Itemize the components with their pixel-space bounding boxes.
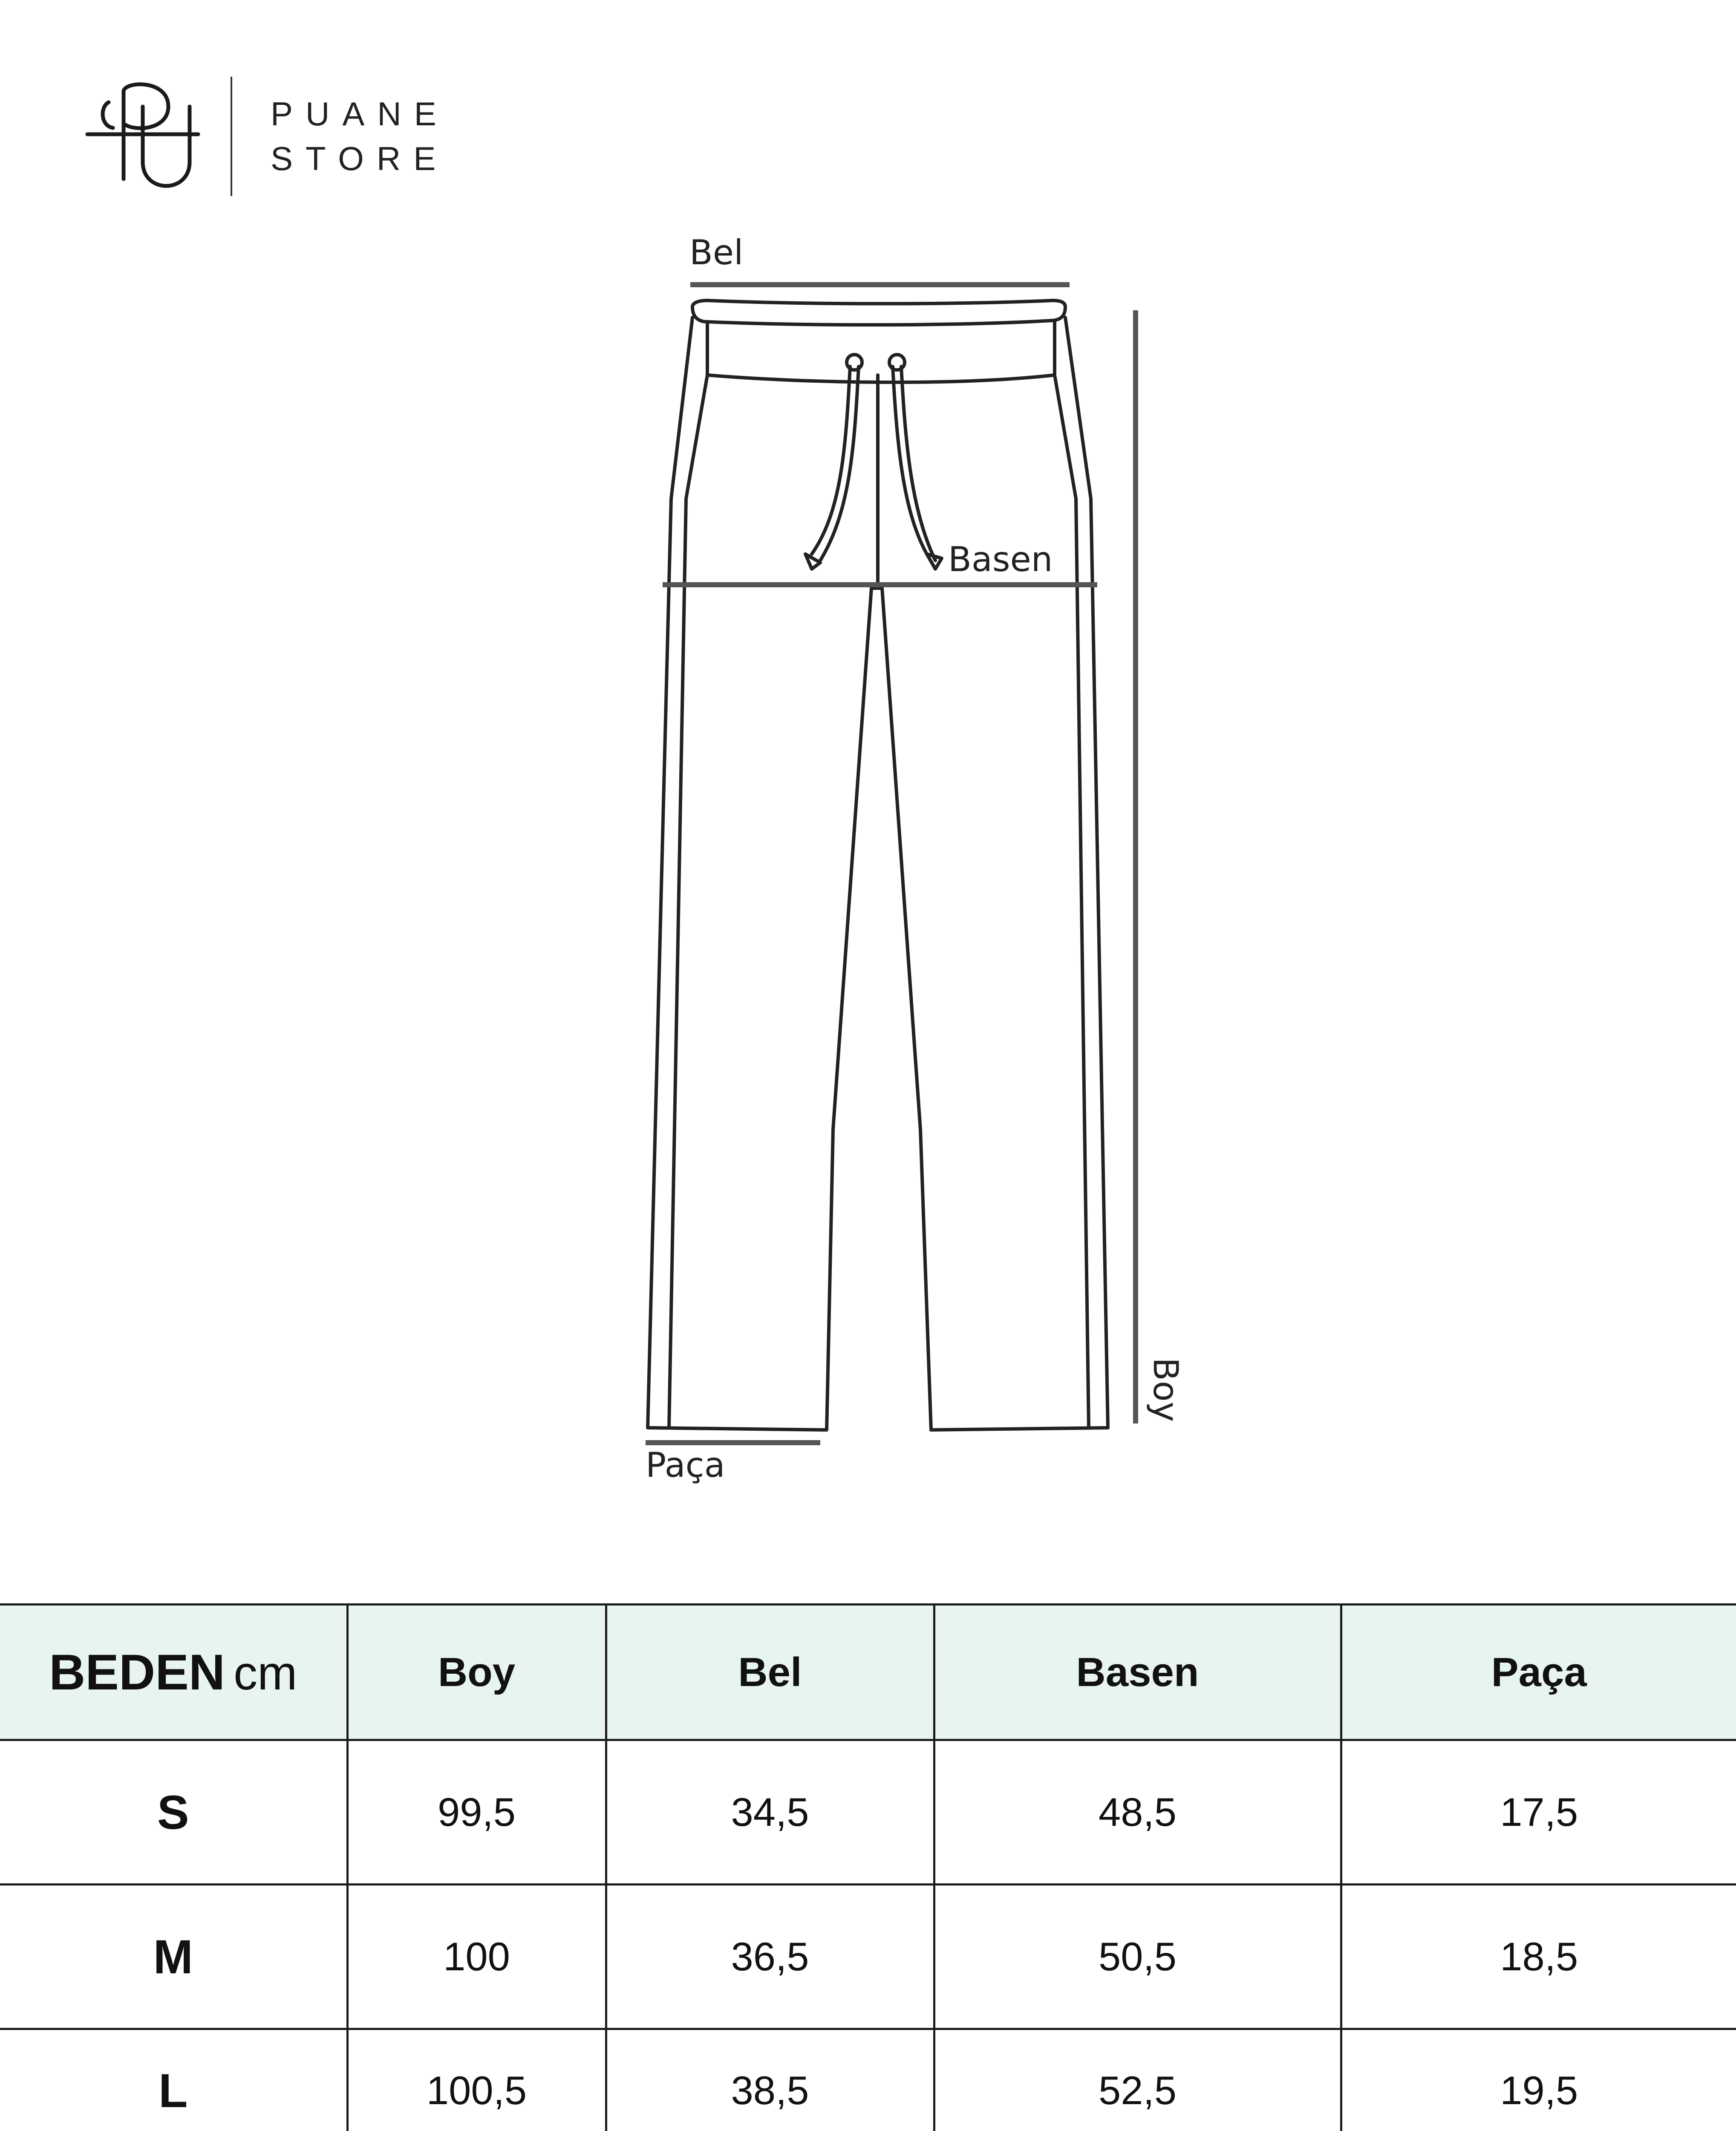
paca-value: 18,5 <box>1341 1885 1736 2029</box>
table-row <box>0 1885 1736 2029</box>
size-cell: L <box>0 2029 347 2131</box>
boy-label: Boy <box>1146 1357 1185 1422</box>
brand-name-line1: PUANE <box>271 95 449 133</box>
size-cell: M <box>0 1885 347 2029</box>
basen-value: 48,5 <box>934 1740 1341 1885</box>
column-header-boy: Boy <box>347 1605 606 1740</box>
basen-value: 50,5 <box>934 1885 1341 2029</box>
bel-value: 34,5 <box>606 1740 934 1885</box>
basen-value: 52,5 <box>934 2029 1341 2131</box>
table-row <box>0 1740 1736 1885</box>
bel-label: Bel <box>689 233 744 272</box>
pants-outline-icon <box>648 300 1108 1430</box>
column-header-paca: Paça <box>1341 1605 1736 1740</box>
size-header-cell <box>0 1605 347 1740</box>
basen-label: Basen <box>948 540 1053 579</box>
boy-value: 100 <box>347 1885 606 2029</box>
bel-value: 36,5 <box>606 1885 934 2029</box>
measurement-lines <box>646 285 1136 1443</box>
size-cell: S <box>0 1740 347 1885</box>
paca-value: 17,5 <box>1341 1740 1736 1885</box>
table-row <box>0 2029 1736 2131</box>
boy-value: 99,5 <box>347 1740 606 1885</box>
paca-label: Paça <box>646 1445 725 1485</box>
unit-label: cm <box>234 1646 297 1700</box>
column-header-bel: Bel <box>606 1605 934 1740</box>
size-chart-table <box>0 1603 1736 2131</box>
boy-value: 100,5 <box>347 2029 606 2131</box>
size-header-label: BEDEN <box>49 1644 225 1701</box>
bel-value: 38,5 <box>606 2029 934 2131</box>
table-header-row <box>0 1605 1736 1740</box>
brand-name-line2: STORE <box>271 140 449 177</box>
paca-value: 19,5 <box>1341 2029 1736 2131</box>
column-header-basen: Basen <box>934 1605 1341 1740</box>
